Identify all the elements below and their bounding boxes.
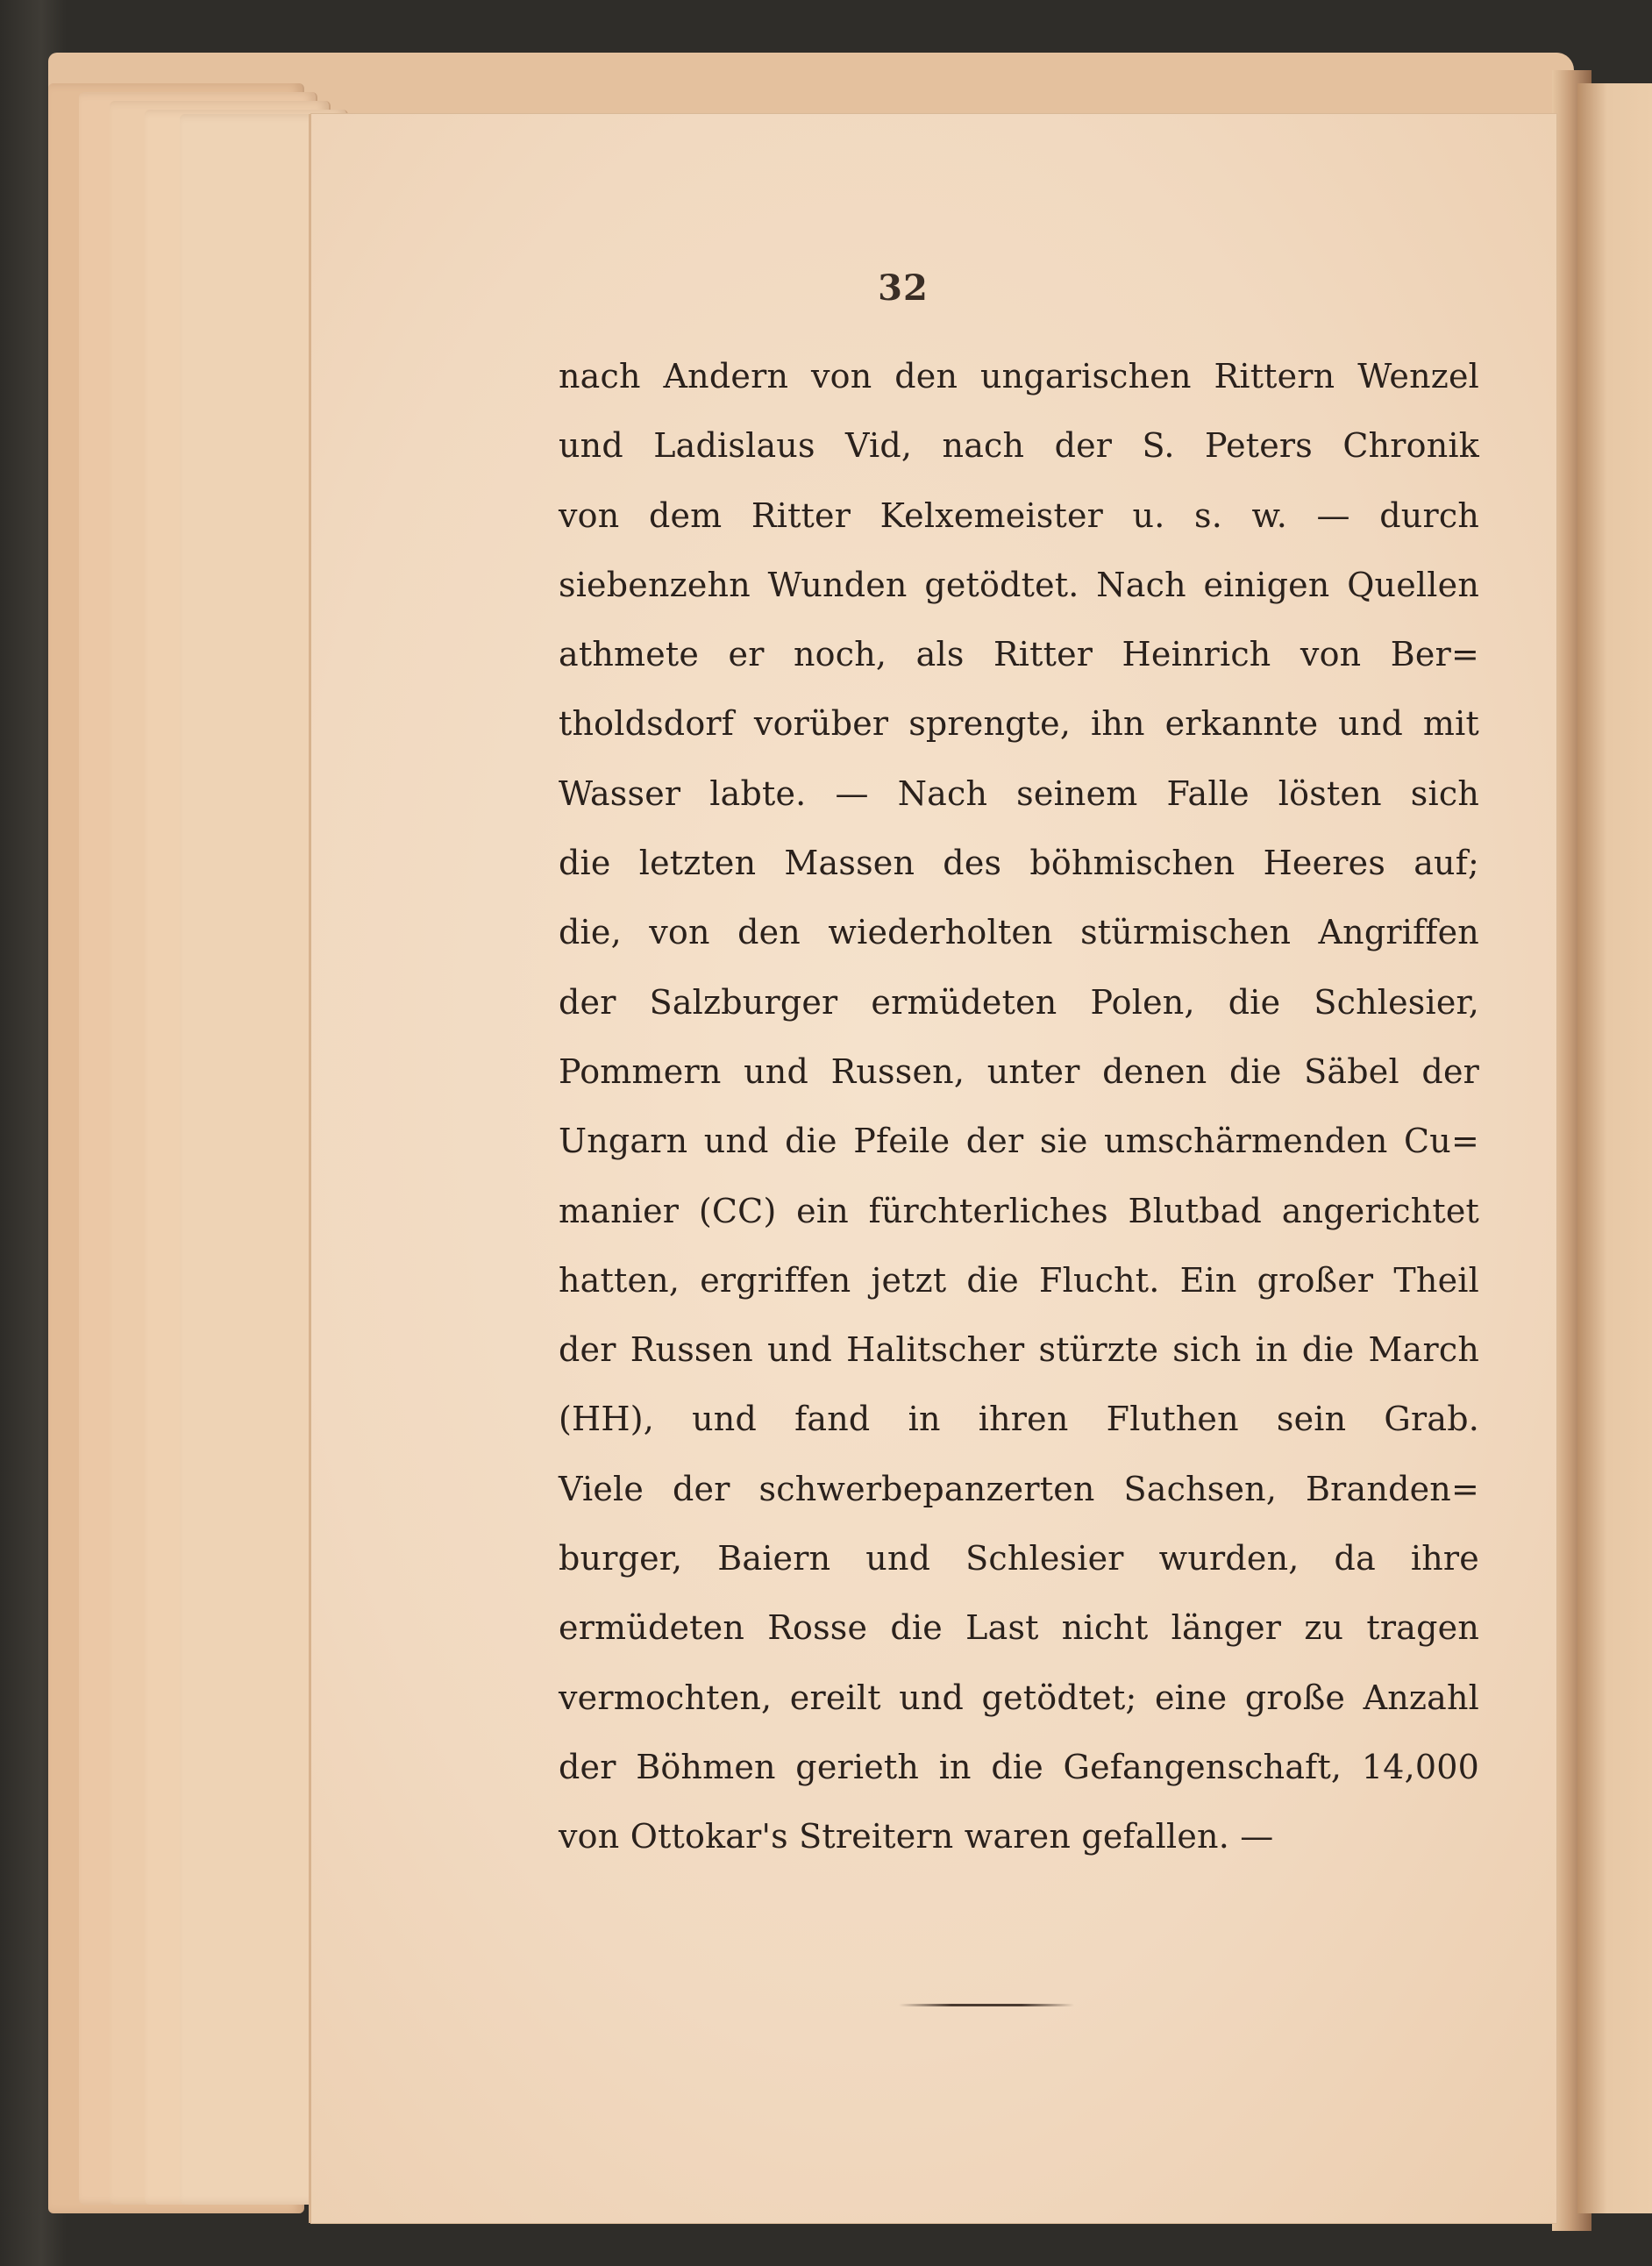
end-rule [899,2004,1074,2006]
text-line: vermochten, ereilt und getödtet; eine große Anzahl [559,1678,1479,1717]
page-text [559,342,1479,1872]
facing-page-edge [1577,83,1652,2213]
text-line: die letzten Massen des böhmischen Heeres auf; [559,844,1479,883]
text-line: siebenzehn Wunden getödtet. Nach einigen Quellen [559,565,1479,604]
text-line: Pommern und Russen, unter denen die Säbel der [559,1051,1479,1091]
text-line: die, von den wiederholten stürmischen Angriffen [559,913,1479,952]
text-line: burger, Baiern und Schlesier wurden, da ihre [559,1539,1479,1578]
book-page [311,114,1556,2223]
text-line: tholdsdorf vorüber sprengte, ihn erkannte und mit [559,704,1479,744]
text-line: hatten, ergriffen jetzt die Flucht. Ein großer Theil [559,1260,1479,1300]
text-line: der Böhmen gerieth in die Gefangenschaft, 14,000 [559,1747,1479,1786]
text-line: der Salzburger ermüdeten Polen, die Schlesier, [559,982,1479,1022]
text-line: athmete er noch, als Ritter Heinrich von Ber= [559,635,1479,674]
text-line: Wasser labte. — Nach seinem Falle lösten sich [559,773,1479,813]
text-line: und Ladislaus Vid, nach der S. Peters Chronik [559,426,1479,466]
page-number: 32 [878,267,929,309]
text-line: (HH), und fand in ihren Fluthen sein Grab. [559,1400,1479,1439]
text-line: nach Andern von den ungarischen Rittern Wenzel [559,357,1479,395]
text-line: der Russen und Halitscher stürzte sich in die March [559,1330,1479,1370]
text-line: manier (CC) ein fürchterliches Blutbad angerichtet [559,1191,1479,1230]
text-line: Viele der schwerbepanzerten Sachsen, Branden= [559,1469,1479,1508]
text-line: von Ottokar's Streitern waren gefallen. — [559,1817,1274,1856]
text-line: Ungarn und die Pfeile der sie umschärmenden Cu= [559,1122,1479,1161]
text-line: ermüdeten Rosse die Last nicht länger zu tragen [559,1608,1479,1648]
text-line: von dem Ritter Kelxemeister u. s. w. — durch [559,495,1479,535]
